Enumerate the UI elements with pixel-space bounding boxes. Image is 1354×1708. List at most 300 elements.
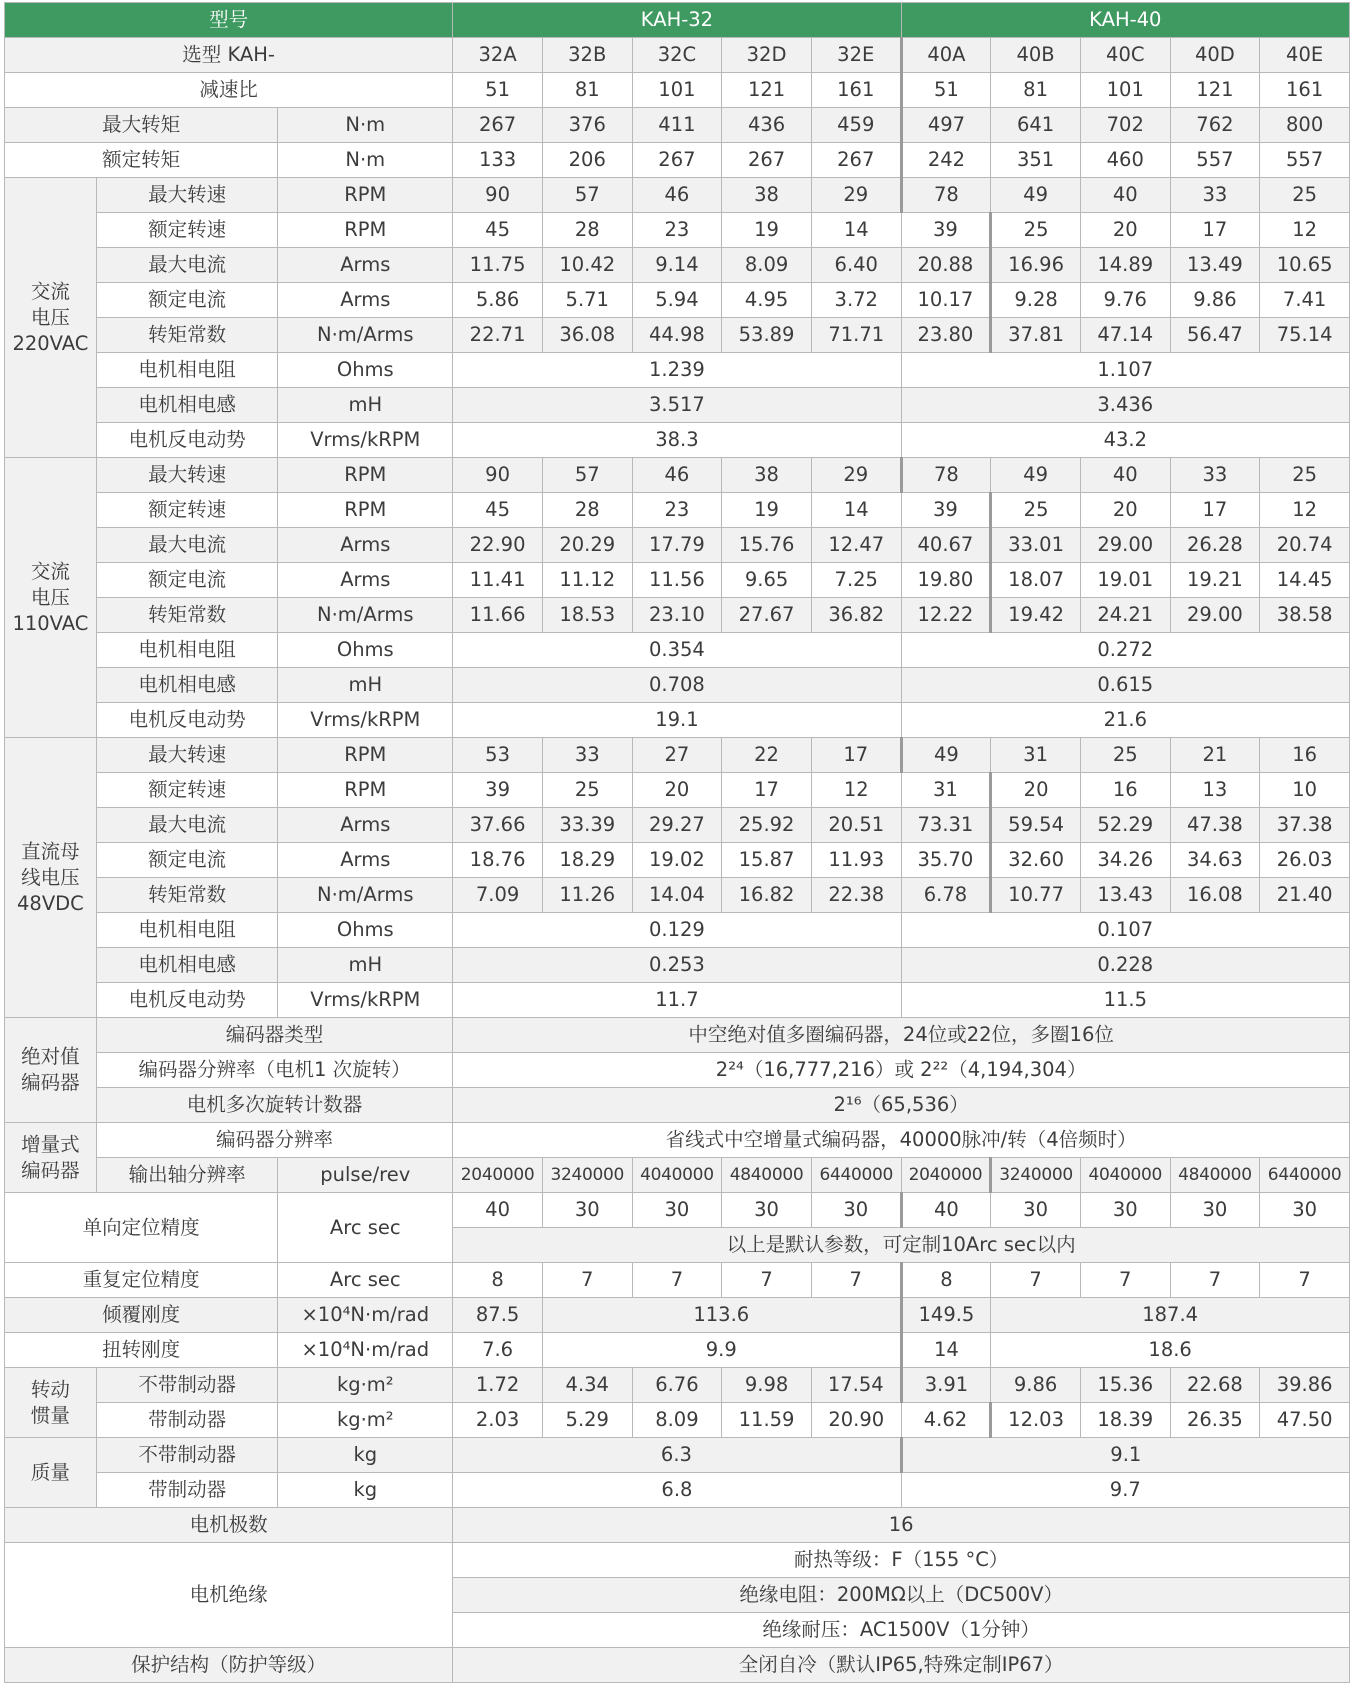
value-cell: 20 [1080,213,1170,248]
param-label: 电机相电阻 [96,633,277,668]
value-cell: 32D [722,38,812,73]
value-cell: 17 [722,773,812,808]
mass-label: 不带制动器 [96,1438,277,1473]
series-a-value: 1.239 [453,353,901,388]
param-label: 最大转速 [96,738,277,773]
unit-cell: ×10⁴N·m/rad [278,1298,453,1333]
value-cell: 11.93 [811,843,901,878]
voltage-merged-row [5,633,1350,668]
tilt-label: 倾覆刚度 [5,1298,278,1333]
inertia-row [5,1403,1350,1438]
value-cell: 28 [542,213,632,248]
value-cell: 9.28 [991,283,1081,318]
value-cell: 11.56 [632,563,722,598]
voltage-row [5,598,1350,633]
value-cell: 78 [901,458,991,493]
unit-cell: Arms [278,808,453,843]
value-cell: 29.27 [632,808,722,843]
inc-resolution-value: 省线式中空增量式编码器，40000脉冲/转（4倍频时） [453,1123,1350,1158]
unit-cell: Arms [278,528,453,563]
encoder-type-value: 中空绝对值多圈编码器，24位或22位，多圈16位 [453,1018,1350,1053]
value-cell: 22.71 [453,318,543,353]
voltage-row [5,318,1350,353]
series-a-value: 19.1 [453,703,901,738]
value-cell: 30 [1170,1193,1260,1228]
torque-row [5,108,1350,143]
unit-cell: N·m/Arms [278,318,453,353]
abs-encoder-type-row [5,1018,1350,1053]
value-cell: 7 [542,1263,632,1298]
series-b-value: 1.107 [901,353,1349,388]
value-cell: 51 [901,73,991,108]
value-cell: 11.26 [542,878,632,913]
value-cell: 49 [901,738,991,773]
voltage-merged-row [5,423,1350,458]
value-cell: 6440000 [1260,1158,1350,1193]
voltage-group-label [5,458,97,738]
value-cell: 267 [811,143,901,178]
protection-value: 全闭自冷（默认IP65,特殊定制IP67） [453,1648,1350,1683]
series-a-rest-value: 9.9 [542,1333,901,1368]
voltage-group-line: 电压 [30,305,70,329]
mass-row [5,1438,1350,1473]
value-cell: 18.29 [542,843,632,878]
series-b-value: 9.1 [901,1438,1349,1473]
series-a-value: 6.3 [453,1438,901,1473]
value-cell: 28 [542,493,632,528]
series-b-header: KAH-40 [901,3,1349,38]
unit-cell: RPM [278,458,453,493]
unit-cell: N·m/Arms [278,598,453,633]
inc-resolution-label: 编码器分辨率 [96,1123,452,1158]
value-cell: 101 [1080,73,1170,108]
value-cell: 12.03 [991,1403,1081,1438]
value-cell: 17 [1170,493,1260,528]
series-a-value: 38.3 [453,423,901,458]
unit-cell: N·m/Arms [278,878,453,913]
value-cell: 7 [1260,1263,1350,1298]
torsion-row [5,1333,1350,1368]
value-cell: 33 [1170,178,1260,213]
repeat-row [5,1263,1350,1298]
value-cell: 40 [901,1193,991,1228]
param-label: 电机反电动势 [96,703,277,738]
value-cell: 71.71 [811,318,901,353]
value-cell: 20 [632,773,722,808]
insulation-row [5,1543,1350,1578]
value-cell: 22 [722,738,812,773]
value-cell: 40 [1080,178,1170,213]
value-cell: 30 [1260,1193,1350,1228]
voltage-group-label [5,738,97,1018]
value-cell: 8 [901,1263,991,1298]
value-cell: 22.90 [453,528,543,563]
value-cell: 32C [632,38,722,73]
voltage-group-line: 交流 [30,559,70,583]
value-cell: 25 [1260,178,1350,213]
value-cell: 4.95 [722,283,812,318]
value-cell: 47.14 [1080,318,1170,353]
unit-cell: Vrms/kRPM [278,703,453,738]
value-cell: 38 [722,458,812,493]
unit-cell: Vrms/kRPM [278,983,453,1018]
value-cell: 15.87 [722,843,812,878]
value-cell: 27 [632,738,722,773]
value-cell: 7 [991,1263,1081,1298]
value-cell: 73.31 [901,808,991,843]
unit-cell: N·m [278,143,453,178]
value-cell: 411 [632,108,722,143]
voltage-row [5,283,1350,318]
param-label: 电机相电阻 [96,913,277,948]
series-a-first-value: 7.6 [453,1333,543,1368]
voltage-row [5,563,1350,598]
unit-cell: RPM [278,738,453,773]
param-label: 额定电流 [96,563,277,598]
value-cell: 34.63 [1170,843,1260,878]
inertia-row [5,1368,1350,1403]
value-cell: 49 [991,458,1081,493]
value-cell: 121 [1170,73,1260,108]
value-cell: 45 [453,493,543,528]
param-label: 最大电流 [96,528,277,563]
value-cell: 30 [1080,1193,1170,1228]
value-cell: 12 [1260,213,1350,248]
value-cell: 267 [632,143,722,178]
value-cell: 40 [1080,458,1170,493]
voltage-merged-row [5,983,1350,1018]
param-label: 电机相电感 [96,948,277,983]
value-cell: 16.96 [991,248,1081,283]
repeat-label: 重复定位精度 [5,1263,278,1298]
voltage-row [5,773,1350,808]
value-cell: 3240000 [991,1158,1081,1193]
voltage-group-line: 220VAC [12,331,89,355]
value-cell: 800 [1260,108,1350,143]
encoder-resolution-label: 编码器分辨率（电机1 次旋转） [96,1053,452,1088]
value-cell: 23 [632,213,722,248]
param-label: 最大电流 [96,248,277,283]
abs-encoder-group-line: 绝对值 [21,1045,80,1068]
value-cell: 23.10 [632,598,722,633]
value-cell: 19 [722,493,812,528]
select-label: 选型 KAH- [5,38,453,73]
insulation-line: 绝缘耐压：AC1500V（1分钟） [453,1613,1350,1648]
value-cell: 17.54 [811,1368,901,1403]
unit-cell: mH [278,668,453,703]
series-a-rest-value: 113.6 [542,1298,901,1333]
value-cell: 25 [1080,738,1170,773]
value-cell: 6440000 [811,1158,901,1193]
value-cell: 12 [1260,493,1350,528]
series-a-value: 0.708 [453,668,901,703]
value-cell: 10.17 [901,283,991,318]
voltage-row [5,528,1350,563]
value-cell: 459 [811,108,901,143]
value-cell: 8.09 [632,1403,722,1438]
value-cell: 5.94 [632,283,722,318]
value-cell: 8.09 [722,248,812,283]
inertia-group-line: 转动 [30,1377,70,1401]
value-cell: 19.80 [901,563,991,598]
series-b-rest-value: 18.6 [991,1333,1350,1368]
series-b-first-value: 149.5 [901,1298,991,1333]
value-cell: 8 [453,1263,543,1298]
value-cell: 20.51 [811,808,901,843]
value-cell: 641 [991,108,1081,143]
param-label: 最大电流 [96,808,277,843]
value-cell: 47.38 [1170,808,1260,843]
value-cell: 23.80 [901,318,991,353]
torque-label: 最大转矩 [5,108,278,143]
unit-cell: RPM [278,493,453,528]
value-cell: 19 [722,213,812,248]
value-cell: 38 [722,178,812,213]
unit-cell: Arms [278,283,453,318]
protection-label: 保护结构（防护等级） [5,1648,453,1683]
value-cell: 4.34 [542,1368,632,1403]
value-cell: 762 [1170,108,1260,143]
series-b-value: 21.6 [901,703,1349,738]
encoder-type-label: 编码器类型 [96,1018,452,1053]
value-cell: 7.41 [1260,283,1350,318]
param-label: 最大转速 [96,458,277,493]
value-cell: 351 [991,143,1081,178]
unit-cell: RPM [278,773,453,808]
param-label: 电机相电感 [96,388,277,423]
value-cell: 90 [453,178,543,213]
series-b-value: 43.2 [901,423,1349,458]
value-cell: 44.98 [632,318,722,353]
value-cell: 376 [542,108,632,143]
value-cell: 3.72 [811,283,901,318]
value-cell: 40D [1170,38,1260,73]
value-cell: 57 [542,178,632,213]
value-cell: 81 [991,73,1081,108]
series-b-first-value: 14 [901,1333,991,1368]
output-resolution-label: 输出轴分辨率 [96,1158,277,1193]
torsion-label: 扭转刚度 [5,1333,278,1368]
value-cell: 17.79 [632,528,722,563]
value-cell: 37.81 [991,318,1081,353]
value-cell: 557 [1260,143,1350,178]
value-cell: 3.91 [901,1368,991,1403]
value-cell: 20.74 [1260,528,1350,563]
value-cell: 161 [811,73,901,108]
unit-cell: Arms [278,843,453,878]
value-cell: 37.66 [453,808,543,843]
param-label: 额定转速 [96,213,277,248]
value-cell: 31 [991,738,1081,773]
poles-row [5,1508,1350,1543]
value-cell: 56.47 [1170,318,1260,353]
value-cell: 39.86 [1260,1368,1350,1403]
value-cell: 53.89 [722,318,812,353]
voltage-merged-row [5,913,1350,948]
series-a-value: 11.7 [453,983,901,1018]
voltage-row [5,178,1350,213]
value-cell: 7 [632,1263,722,1298]
value-cell: 9.65 [722,563,812,598]
value-cell: 14.89 [1080,248,1170,283]
value-cell: 46 [632,178,722,213]
value-cell: 267 [453,108,543,143]
value-cell: 2040000 [901,1158,991,1193]
value-cell: 52.29 [1080,808,1170,843]
value-cell: 11.75 [453,248,543,283]
voltage-group-line: 48VDC [17,891,84,915]
value-cell: 40E [1260,38,1350,73]
value-cell: 59.54 [991,808,1081,843]
voltage-row [5,738,1350,773]
abs-encoder-counter-row [5,1088,1350,1123]
encoder-counter-value: 2¹⁶（65,536） [453,1088,1350,1123]
value-cell: 12.47 [811,528,901,563]
value-cell: 6.76 [632,1368,722,1403]
param-label: 转矩常数 [96,318,277,353]
value-cell: 6.40 [811,248,901,283]
param-label: 最大转速 [96,178,277,213]
series-b-value: 0.615 [901,668,1349,703]
tilt-row [5,1298,1350,1333]
value-cell: 23 [632,493,722,528]
torque-label: 额定转矩 [5,143,278,178]
value-cell: 34.26 [1080,843,1170,878]
value-cell: 29 [811,178,901,213]
series-b-value: 3.436 [901,388,1349,423]
param-label: 额定电流 [96,843,277,878]
unit-cell: Arc sec [278,1263,453,1298]
value-cell: 25 [991,213,1081,248]
value-cell: 32B [542,38,632,73]
value-cell: 36.08 [542,318,632,353]
value-cell: 40B [991,38,1081,73]
value-cell: 26.28 [1170,528,1260,563]
value-cell: 17 [811,738,901,773]
poles-value: 16 [453,1508,1350,1543]
value-cell: 4040000 [1080,1158,1170,1193]
voltage-group-line: 线电压 [21,865,80,889]
value-cell: 5.86 [453,283,543,318]
value-cell: 20.29 [542,528,632,563]
value-cell: 4840000 [1170,1158,1260,1193]
voltage-row [5,248,1350,283]
value-cell: 38.58 [1260,598,1350,633]
inc-encoder-output-row [5,1158,1350,1193]
value-cell: 40.67 [901,528,991,563]
value-cell: 51 [453,73,543,108]
unit-cell: RPM [278,178,453,213]
value-cell: 30 [632,1193,722,1228]
value-cell: 7 [722,1263,812,1298]
value-cell: 47.50 [1260,1403,1350,1438]
value-cell: 14.04 [632,878,722,913]
value-cell: 20 [991,773,1081,808]
value-cell: 12.22 [901,598,991,633]
voltage-group-line: 110VAC [12,611,89,635]
abs-encoder-resolution-row [5,1053,1350,1088]
param-label: 转矩常数 [96,878,277,913]
value-cell: 25 [1260,458,1350,493]
series-b-value: 0.107 [901,913,1349,948]
inc-encoder-group [5,1123,97,1193]
value-cell: 18.76 [453,843,543,878]
unit-cell: Ohms [278,913,453,948]
series-a-value: 0.354 [453,633,901,668]
inc-encoder-resolution-row [5,1123,1350,1158]
value-cell: 497 [901,108,991,143]
positioning-label: 单向定位精度 [5,1193,278,1263]
unit-cell: kg·m² [278,1368,453,1403]
value-cell: 18.07 [991,563,1081,598]
protection-row [5,1648,1350,1683]
value-cell: 15.36 [1080,1368,1170,1403]
voltage-merged-row [5,668,1350,703]
value-cell: 29.00 [1080,528,1170,563]
unit-cell: Arms [278,248,453,283]
inc-encoder-group-line: 编码器 [21,1158,80,1182]
value-cell: 30 [542,1193,632,1228]
value-cell: 33.01 [991,528,1081,563]
param-label: 电机相电阻 [96,353,277,388]
value-cell: 32E [811,38,901,73]
voltage-merged-row [5,388,1350,423]
value-cell: 206 [542,143,632,178]
ratio-label: 减速比 [5,73,453,108]
value-cell: 25 [991,493,1081,528]
voltage-row [5,213,1350,248]
series-b-value: 0.228 [901,948,1349,983]
value-cell: 18.53 [542,598,632,633]
value-cell: 32.60 [991,843,1081,878]
inertia-label: 带制动器 [96,1403,277,1438]
value-cell: 5.29 [542,1403,632,1438]
value-cell: 32A [453,38,543,73]
param-label: 电机反电动势 [96,983,277,1018]
series-b-value: 0.272 [901,633,1349,668]
series-a-first-value: 87.5 [453,1298,543,1333]
positioning-row [5,1193,1350,1228]
value-cell: 39 [453,773,543,808]
value-cell: 25 [542,773,632,808]
series-a-value: 6.8 [453,1473,901,1508]
voltage-row [5,808,1350,843]
value-cell: 20 [1080,493,1170,528]
value-cell: 40C [1080,38,1170,73]
value-cell: 10 [1260,773,1350,808]
mass-label: 带制动器 [96,1473,277,1508]
value-cell: 11.66 [453,598,543,633]
value-cell: 25.92 [722,808,812,843]
ratio-row [5,73,1350,108]
value-cell: 4040000 [632,1158,722,1193]
value-cell: 33 [1170,458,1260,493]
param-label: 电机相电感 [96,668,277,703]
param-label: 电机反电动势 [96,423,277,458]
abs-encoder-group-line: 编码器 [21,1071,80,1094]
value-cell: 4.62 [901,1403,991,1438]
value-cell: 101 [632,73,722,108]
voltage-merged-row [5,703,1350,738]
positioning-note: 以上是默认参数，可定制10Arc sec以内 [453,1228,1350,1263]
voltage-group-label [5,178,97,458]
unit-cell: Arms [278,563,453,598]
param-label: 额定电流 [96,283,277,318]
value-cell: 133 [453,143,543,178]
encoder-counter-label: 电机多次旋转计数器 [96,1088,452,1123]
voltage-group-line: 直流母 [21,839,80,863]
value-cell: 5.71 [542,283,632,318]
